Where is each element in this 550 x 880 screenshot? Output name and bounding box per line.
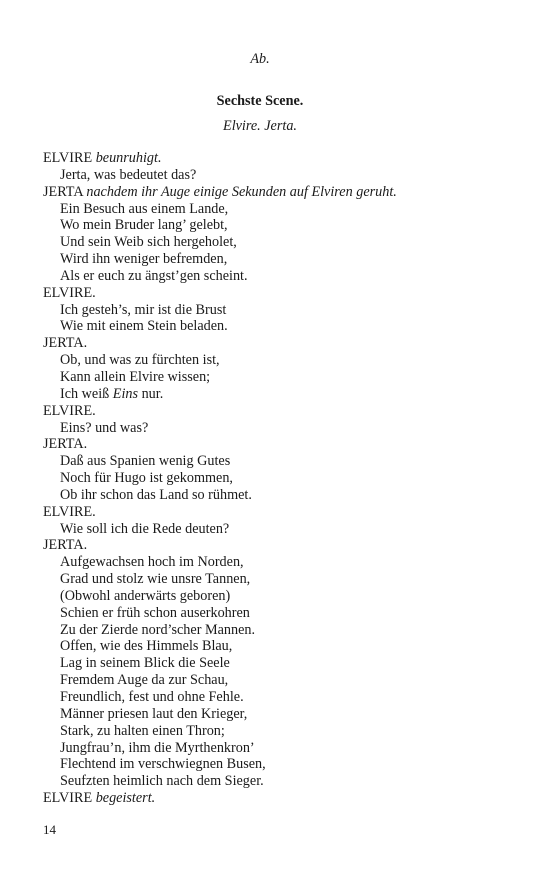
- scene-persons: Elvire. Jerta.: [223, 118, 297, 134]
- speaker-name: ELVIRE.: [43, 503, 96, 520]
- speaker-name: ELVIRE: [43, 150, 93, 166]
- verse-line: Und sein Weib sich hergeholet,: [60, 234, 237, 251]
- verse-line: Eins? und was?: [60, 419, 149, 436]
- verse-line: Wie soll ich die Rede deuten?: [60, 520, 230, 537]
- speaker-name: JERTA: [43, 183, 83, 200]
- verse-line: Ein Besuch aus einem Lande,: [60, 200, 229, 217]
- speaker-line: [43, 150, 523, 167]
- speaker-name: ELVIRE: [43, 790, 93, 807]
- verse-line: Grad und stolz wie unsre Tannen,: [60, 571, 251, 588]
- stage-direction-exit: Ab.: [250, 51, 270, 67]
- speaker-name: ELVIRE.: [43, 402, 96, 419]
- verse-line: Männer priesen laut den Krieger,: [60, 705, 248, 722]
- speaker-name: ELVIRE.: [43, 284, 96, 301]
- speaker-line: [43, 504, 523, 521]
- verse-line: Flechtend im verschwiegnen Busen,: [60, 756, 266, 773]
- verse-line: Jungfrau’n, ihm die Myrthenkron’: [60, 739, 255, 756]
- verse-line: Wird ihn weniger befremden,: [60, 251, 228, 268]
- speaker-line: [43, 790, 523, 807]
- verse-line: Ob ihr schon das Land so rühmet.: [60, 486, 252, 503]
- speaker-line: [43, 335, 523, 352]
- verse-line: Noch für Hugo ist gekommen,: [60, 470, 233, 487]
- verse-line: Als er euch zu ängst’gen scheint.: [60, 267, 248, 284]
- stage-direction: nachdem ihr Auge einige Sekunden auf Elviren geruht.: [86, 183, 397, 200]
- speaker-line: [43, 184, 523, 201]
- scene-title: Sechste Scene.: [216, 93, 304, 109]
- verse-line: Ich gesteh’s, mir ist die Brust: [60, 301, 227, 318]
- verse-line: [43, 386, 523, 403]
- verse-line: Schien er früh schon auserkohren: [60, 604, 250, 621]
- verse-line: Wo mein Bruder lang’ gelebt,: [60, 217, 228, 234]
- page-number: 14: [43, 822, 56, 837]
- verse-line: Kann allein Elvire wissen;: [60, 368, 211, 385]
- verse-line: Freundlich, fest und ohne Fehle.: [60, 689, 244, 705]
- emphasis-text: Eins: [112, 385, 139, 402]
- verse-line: Stark, zu halten einen Thron;: [60, 722, 225, 739]
- verse-line: Fremdem Auge da zur Schau,: [60, 672, 229, 689]
- speaker-line: [43, 436, 523, 453]
- verse-line: Lag in seinem Blick die Seele: [60, 655, 230, 672]
- speaker-line: [43, 537, 523, 554]
- verse-line: Seufzten heimlich nach dem Sieger.: [60, 773, 264, 790]
- dialogue-text: [43, 150, 523, 807]
- verse-text: nur.: [138, 385, 164, 402]
- verse-line: Zu der Zierde nord’scher Mannen.: [60, 621, 256, 638]
- verse-line: Wie mit einem Stein beladen.: [60, 318, 228, 335]
- verse-line: Aufgewachsen hoch im Norden,: [60, 554, 244, 571]
- speaker-line: [43, 285, 523, 302]
- stage-direction: begeistert.: [95, 790, 156, 807]
- speaker-name: JERTA.: [43, 537, 88, 554]
- verse-line: Jerta, was bedeutet das?: [60, 166, 197, 183]
- verse-line: Offen, wie des Himmels Blau,: [60, 638, 233, 655]
- stage-direction: beunruhigt.: [95, 150, 162, 166]
- speaker-name: JERTA.: [43, 436, 88, 453]
- verse-line: Ob, und was zu fürchten ist,: [60, 352, 220, 369]
- verse-line: Daß aus Spanien wenig Gutes: [60, 453, 231, 470]
- verse-text: Ich weiß: [60, 385, 113, 402]
- speaker-line: [43, 403, 523, 420]
- speaker-name: JERTA.: [43, 335, 88, 352]
- verse-line: (Obwohl anderwärts geboren): [60, 587, 231, 604]
